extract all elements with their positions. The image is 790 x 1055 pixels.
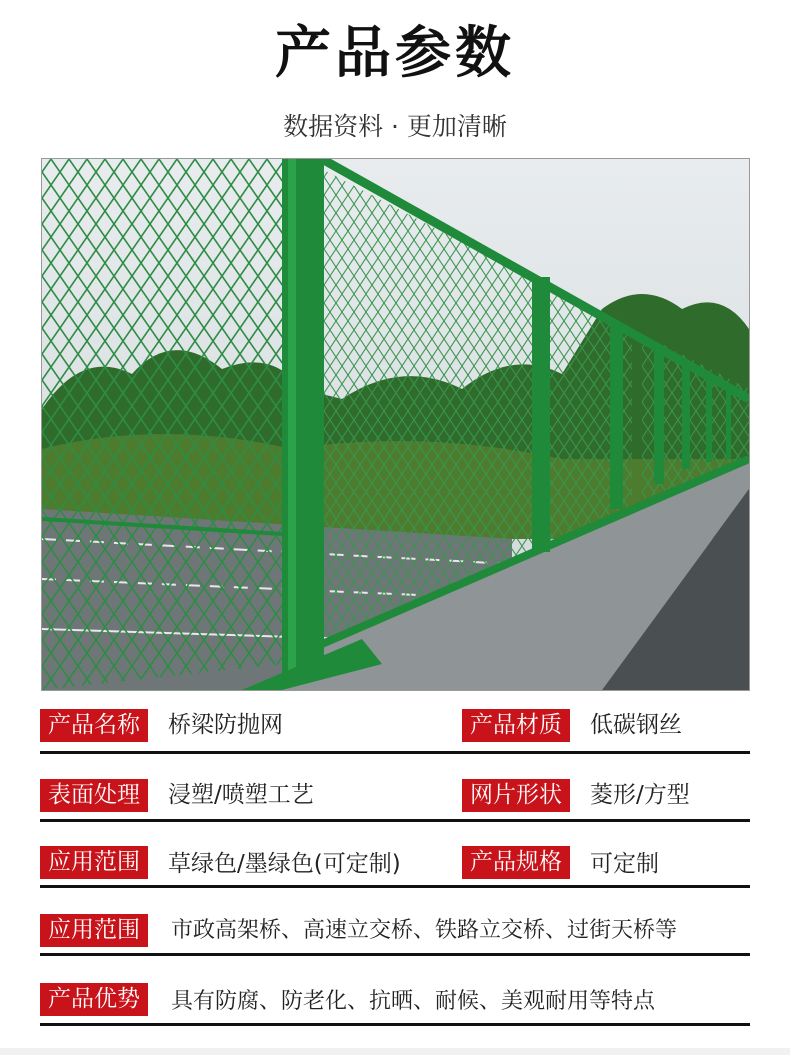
spec-value: 可定制 xyxy=(590,851,659,877)
row-divider xyxy=(40,751,750,754)
row-divider xyxy=(40,953,750,956)
name-label-tag: 产品名称 xyxy=(40,709,148,742)
spec-row-application xyxy=(40,894,750,956)
advantages-label-tag: 产品优势 xyxy=(40,983,148,1016)
page-title: 产品参数 xyxy=(275,21,515,86)
application-value: 市政高架桥、高速立交桥、铁路立交桥、过街天桥等 xyxy=(171,918,678,943)
row-divider xyxy=(40,885,750,888)
fence-illustration xyxy=(42,159,749,690)
row-divider xyxy=(40,819,750,822)
spec-label-tag: 产品规格 xyxy=(462,846,570,879)
material-label-tag: 产品材质 xyxy=(462,709,570,742)
material-value: 低碳钢丝 xyxy=(590,712,682,738)
advantages-value: 具有防腐、防老化、抗晒、耐候、美观耐用等特点 xyxy=(171,989,656,1014)
row-divider xyxy=(40,1023,750,1026)
spec-row-color-spec xyxy=(40,826,750,888)
color-value: 草绿色/墨绿色(可定制) xyxy=(168,851,401,877)
shape-label-tag: 网片形状 xyxy=(462,779,570,812)
bottom-strip xyxy=(0,1048,790,1055)
color-label-tag: 应用范围 xyxy=(40,846,148,879)
surface-label-tag: 表面处理 xyxy=(40,779,148,812)
page-subtitle: 数据资料 · 更加清晰 xyxy=(283,112,507,141)
spec-row-surface-shape xyxy=(40,760,750,822)
application-label-tag: 应用范围 xyxy=(40,914,148,947)
spec-row-advantages xyxy=(40,964,750,1026)
shape-value: 菱形/方型 xyxy=(590,782,690,808)
name-value: 桥梁防抛网 xyxy=(168,712,283,738)
spec-row-name-material xyxy=(40,692,750,754)
product-photo xyxy=(41,158,750,691)
surface-value: 浸塑/喷塑工艺 xyxy=(168,782,314,808)
